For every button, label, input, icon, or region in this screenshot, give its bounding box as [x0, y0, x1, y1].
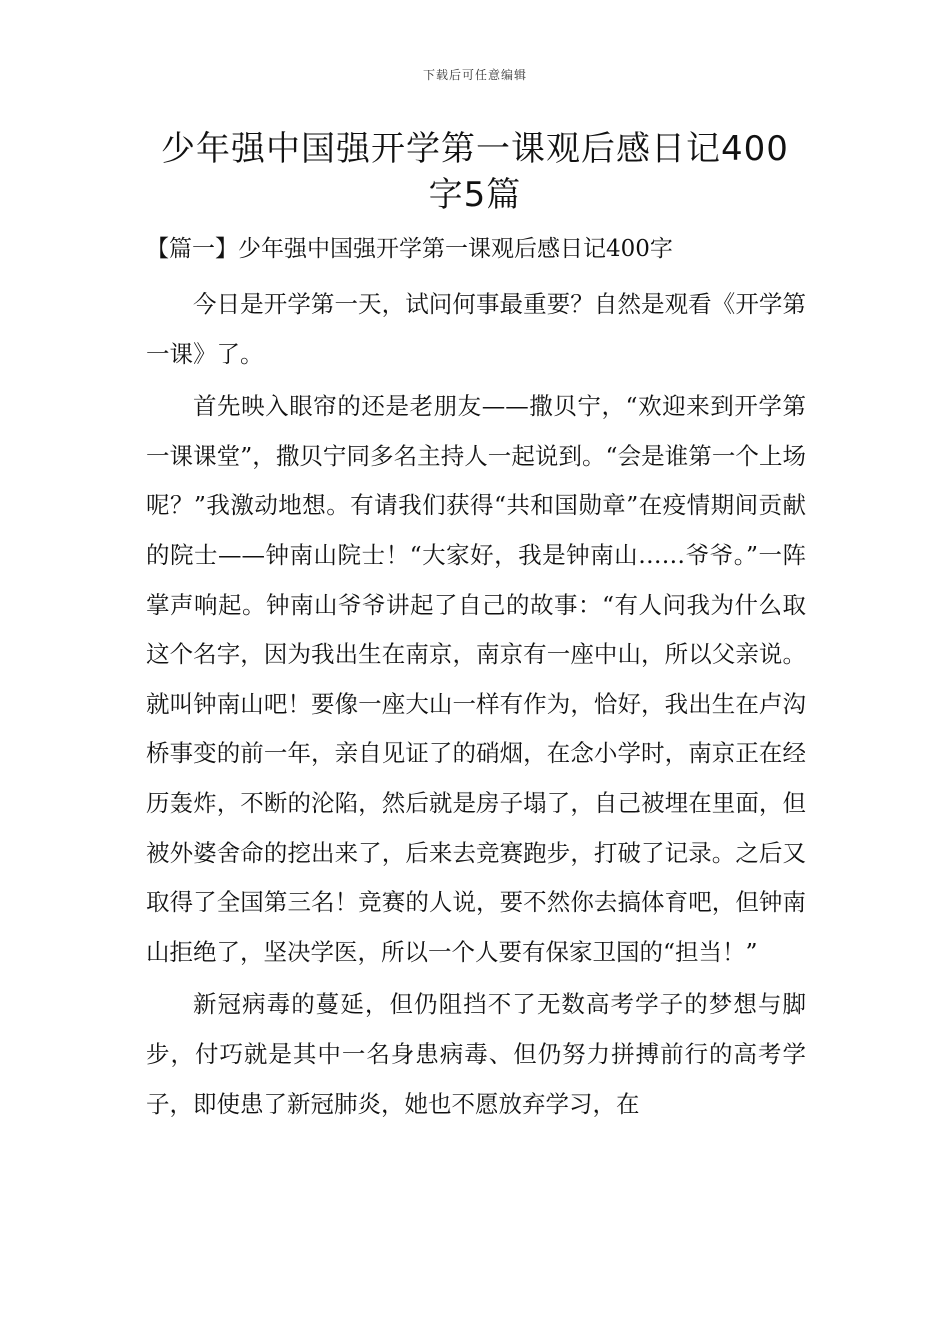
title-line-2: 字5篇 [428, 175, 522, 215]
paragraph: 首先映入眼帘的还是老朋友——撒贝宁，“欢迎来到开学第一课课堂”，撒贝宁同多名主持人一起说到。“会是谁第一个上场呢？”我激动地想。有请我们获得“共和国勋章”在疫情期间贡献的院士——钟南山院士！“大家好，我是钟南山……爷爷。”一阵掌声响起。钟南山爷爷讲起了自己的故事：“有人问我为什么取这个名字，因为我出生在南京，南京有一座中山，所以父亲说。就叫钟南山吧！要像一座大山一样有作为，恰好，我出生在卢沟桥事变的前一年，亲自见证了的硝烟，在念小学时，南京正在经历轰炸，不断的沦陷，然后就是房子塌了，自己被埋在里面，但被外婆舍命的挖出来了，后来去竞赛跑步，打破了记录。之后又取得了全国第三名！竞赛的人说，要不然你去搞体育吧，但钟南山拒绝了，坚决学医，所以一个人要有保家卫国的“担当！” [146, 392, 806, 966]
header-note: 下载后可任意编辑 [422, 68, 527, 82]
body-text [146, 280, 806, 1132]
paragraph: 今日是开学第一天，试问何事最重要？自然是观看《开学第一课》了。 [146, 290, 806, 368]
page-title [110, 126, 840, 218]
paragraph: 新冠病毒的蔓延，但仍阻挡不了无数高考学子的梦想与脚步，付巧就是其中一名身患病毒、但仍努力拼搏前行的高考学子，即使患了新冠肺炎，她也不愿放弃学习，在 [146, 990, 806, 1118]
section-heading: 【篇一】少年强中国强开学第一课观后感日记400字 [146, 236, 673, 262]
title-line-1: 少年强中国强开学第一课观后感日记400 [161, 129, 789, 169]
